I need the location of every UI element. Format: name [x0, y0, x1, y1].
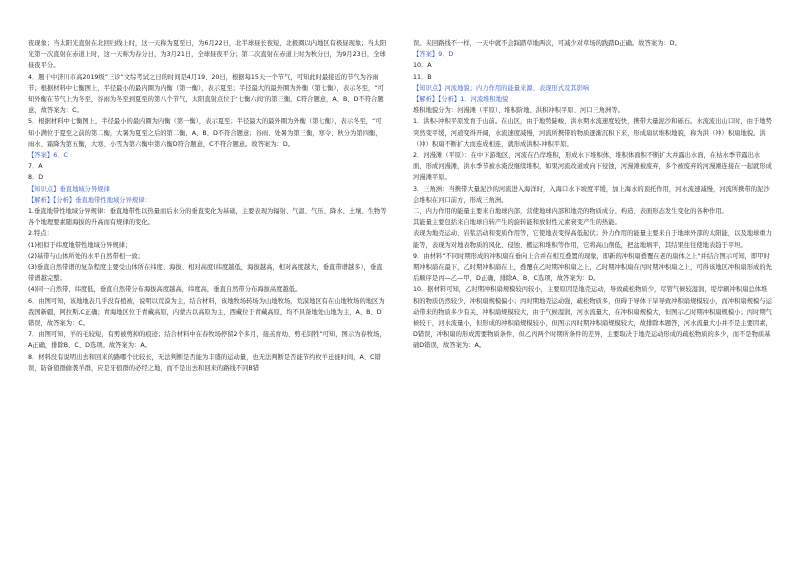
- right-paragraph: 【解析】【分析】1．河流堆积地貌: [413, 96, 509, 104]
- right-paragraph: 1．洪积-冲积平原发育于山前。在山区，由于地势陡峻，洪水期水流速度较快，携带大量泥沙和砾石。水流流出山口时，由于地势突然变平缓，河道变得开阔，水流速度减慢，河流所携带的物质逐渐沉积下来，形成扇状堆积地貌，称为洪（冲）积扇地貌。洪（冲）积扇不断扩大而连成相连，就形成洪积-冲积平原。: [413, 118, 772, 148]
- right-paragraph: 2．河漫滩（平原）：在中下游地区，河流在凸岸堆积，形成水下堆积体，堆积体面积不断扩大并露出水面，在枯水季节露出水面，形成河漫滩，洪水季节被水淹没继续堆积，如果河流改道或向下侵蚀，河漫滩被废弃，多个被废弃的河漫滩连接在一起就形成河漫滩平原。: [413, 152, 772, 182]
- left-paragraph: 7．由图可知，羊的毛较短，有剪被剪掉的痕迹；结合材料中在春牧场停留2个多月，接羔育幼、剪毛饲牲”可知，图示为春牧场，A正确，排除B、C、D选项。故答案为：A。: [28, 331, 386, 350]
- right-paragraph: 其能量主要包括来自地球自转产生的旋转能和放射性元素衰变产生的热能。: [413, 219, 621, 227]
- right-paragraph: 11．B: [413, 73, 432, 81]
- right-paragraph: 【答案】9．D: [413, 51, 454, 59]
- right-paragraph: 表现为地壳运动、岩浆活动和变质作用等，它使地表变得高低起伏；外力作用的能量主要来自于地球外部的太阳能，以及地球重力能等，表现为对地表物质的风化、侵蚀、搬运和堆积等作用，它将高山削低，把盆地填平，其结果往往使地表趋于平坦。: [413, 230, 772, 249]
- left-paragraph: (1)相似于纬度地带性地域分异规律；: [28, 241, 132, 249]
- left-paragraph: (2)基带与山体所处的水平自然带相一致；: [28, 252, 144, 260]
- left-paragraph: 【答案】6．C: [28, 152, 68, 160]
- right-paragraph: 【知识点】河流地貌；内力作用的能量来源、表现形式及其影响: [413, 84, 590, 92]
- right-paragraph: 10．A: [413, 62, 432, 70]
- right-paragraph: 9．由材料“不同时期形成的冲积扇在垂向上合并在相互叠置的现象，即新的冲积扇叠覆在老的扇体之上”并结合图示可知，即甲时期冲积扇在最下，乙时期冲积扇在上，叠覆在乙时期冲积扇之上，乙时期冲积扇在丙时期冲积扇之上，可得该地区冲积扇形成的先后顺序是丙—乙—甲，D正确，排除A、B、C选项，故答案为：D。: [413, 252, 772, 283]
- left-column: [28, 38, 387, 552]
- right-paragraph: 3．三角洲：当携带大量泥沙的河流进入海洋时，入海口水下坡度平缓，加上海水的顶托作用，河水流速减慢，河流所携带的泥沙会堆积在河口前方，形成三角洲。: [413, 185, 770, 204]
- left-paragraph: 夜现象；当太阳光直射在北回归线上时，这一天称为夏至日，为6月22日，北半球昼长夜短，北极圈以内地区有极昼现象；当太阳光第一次直射在赤道上时，这一天称为春分日，为3月21日，全球昼夜平分；第二次直射在赤道上时为秋分日，为9月23日，全球昼夜平分。: [28, 40, 387, 70]
- left-paragraph: 5．根据材料中七衡图上，半径最小的最内圈为内衡（第一衡），表示夏至；半径最大的最外圈为外衡（第七衡），表示冬至，“可知小满位于夏至之前的第二衡，大暑为夏至之后的第二衡，A、B、D不符合题意；谷雨、处暑为第三衡，寒令、秋分为第四衡，雨水、霜降为第五衡，大寒、小雪为第六衡中第六衡D符合题意，C不符合题意。故答案为：D。: [28, 118, 382, 148]
- right-paragraph: 堆积地貌分为：河漫滩（平原）、堆积阶地、洪积冲积平原、河口三角洲等。: [413, 107, 624, 115]
- left-paragraph: 2.特点：: [28, 230, 53, 238]
- left-paragraph: (3)垂直自然带谱的复杂程度主要受山体所在纬度、海拔、相对高度(纬度越低，海拔越高，相对高度越大，垂直带谱越多），垂直带谱越完整；: [28, 264, 383, 283]
- left-paragraph: 8．材料没有说明出去和回来的路哪个比较长，无法判断是否能为丰盛的运动量，也无法判断是否能节约枚羊迁徙时间，A、C错误，防备狼群偷袭羊群，应是牙狼群的必经之地，而不是出去和回来的路线不同B错: [28, 353, 381, 372]
- left-paragraph: 4．题干中济川市高2019级“三诊”文综考试之日的时间是4月19、20日，根据每15天一个节气，可知此时最接近的节气为谷雨节；根据材料中七衡图上，半径最小的最内圈为内衡（第一衡），表示夏至；半径最大的最外圈为外衡（第七衡），表示冬至，“可知外衡在节气上为冬至，谷雨为冬至到夏至的第八个节气，太阳直射点位于‘七衡六间’的第三衡，C符合题意，A、B、D不符合题意，故答案为：C。: [28, 73, 384, 115]
- right-column: [413, 38, 772, 552]
- right-paragraph: 误。夹回路线不一样，一天中就不会踩踏草地两次，可减少对草场的践踏D正确。故答案为：D。: [413, 40, 681, 47]
- right-paragraph: 二、内力作用的能量主要来自地球内部，营使地球内部和地壳的物质成分、构造、表面形态发生变化的各种作用。: [413, 208, 728, 216]
- left-paragraph: 1.垂直地带性地域分异规律：垂直地带性以热量而后水分的垂直变化为基础，主要表现为辐射、气温、气压、降水、土壤、生物等各个地理要素随海拔的升高而有规律的变化。: [28, 208, 387, 227]
- left-paragraph: (4)同一自然带，纬度低，垂直自然带分布海拔高度越高，纬度高，垂直自然带分布海拔高度越低。: [28, 286, 302, 294]
- left-paragraph: 【解析】【分析】垂直地带性地域分异规律：: [28, 196, 151, 204]
- left-paragraph: 8．D: [28, 174, 44, 182]
- left-paragraph: 6．由图可知，该地地表几乎没有植被，说明以荒漠为主，结合材料，该地牧场转场为山地牧场，荒漠地区有在山地牧场的地区为我国新疆，阿拉斯,C正确；青海地区位于青藏高原，内蒙古以高原为主，西藏位于青藏高原，均不具备地处山地为主，A、B、D错误，故答案为：C。: [28, 297, 385, 328]
- left-paragraph: 7．A: [28, 163, 43, 171]
- left-paragraph: 【知识点】垂直地域分异规律: [28, 185, 110, 193]
- right-paragraph: 10．据材料可知，乙时期冲积扇规模较丙较小，主要原因是地壳运动，导致疏松物质少，尽管气候较湿润，堤岸刷冲积扇总体堆积的物质仍然较少，冲积扇规模偏小；丙时期地壳运动强，疏松物质多，但碍于导体干旱导致冲积扇规模较小，而冲积扇规模与运动带来的物质多少有关，冲积扇规模较大，由于气候湿润，河水流量大，在冲积扇规模大，但图示乙时期冲积扇规模小；丙时期气候较干，河水流量小，但形成的冲积扇规模较小，但图示丙时期冲积扇规模较大，故排除本题答，河水流量大小并不是主要因素，D错误，冲积扇的形成需要物质条件，但乙丙两个时期所条件的差异，主要取决于地壳运动形成的疏松物质的多少，而不是物质基础D错误，故答案为：A。: [413, 286, 772, 350]
